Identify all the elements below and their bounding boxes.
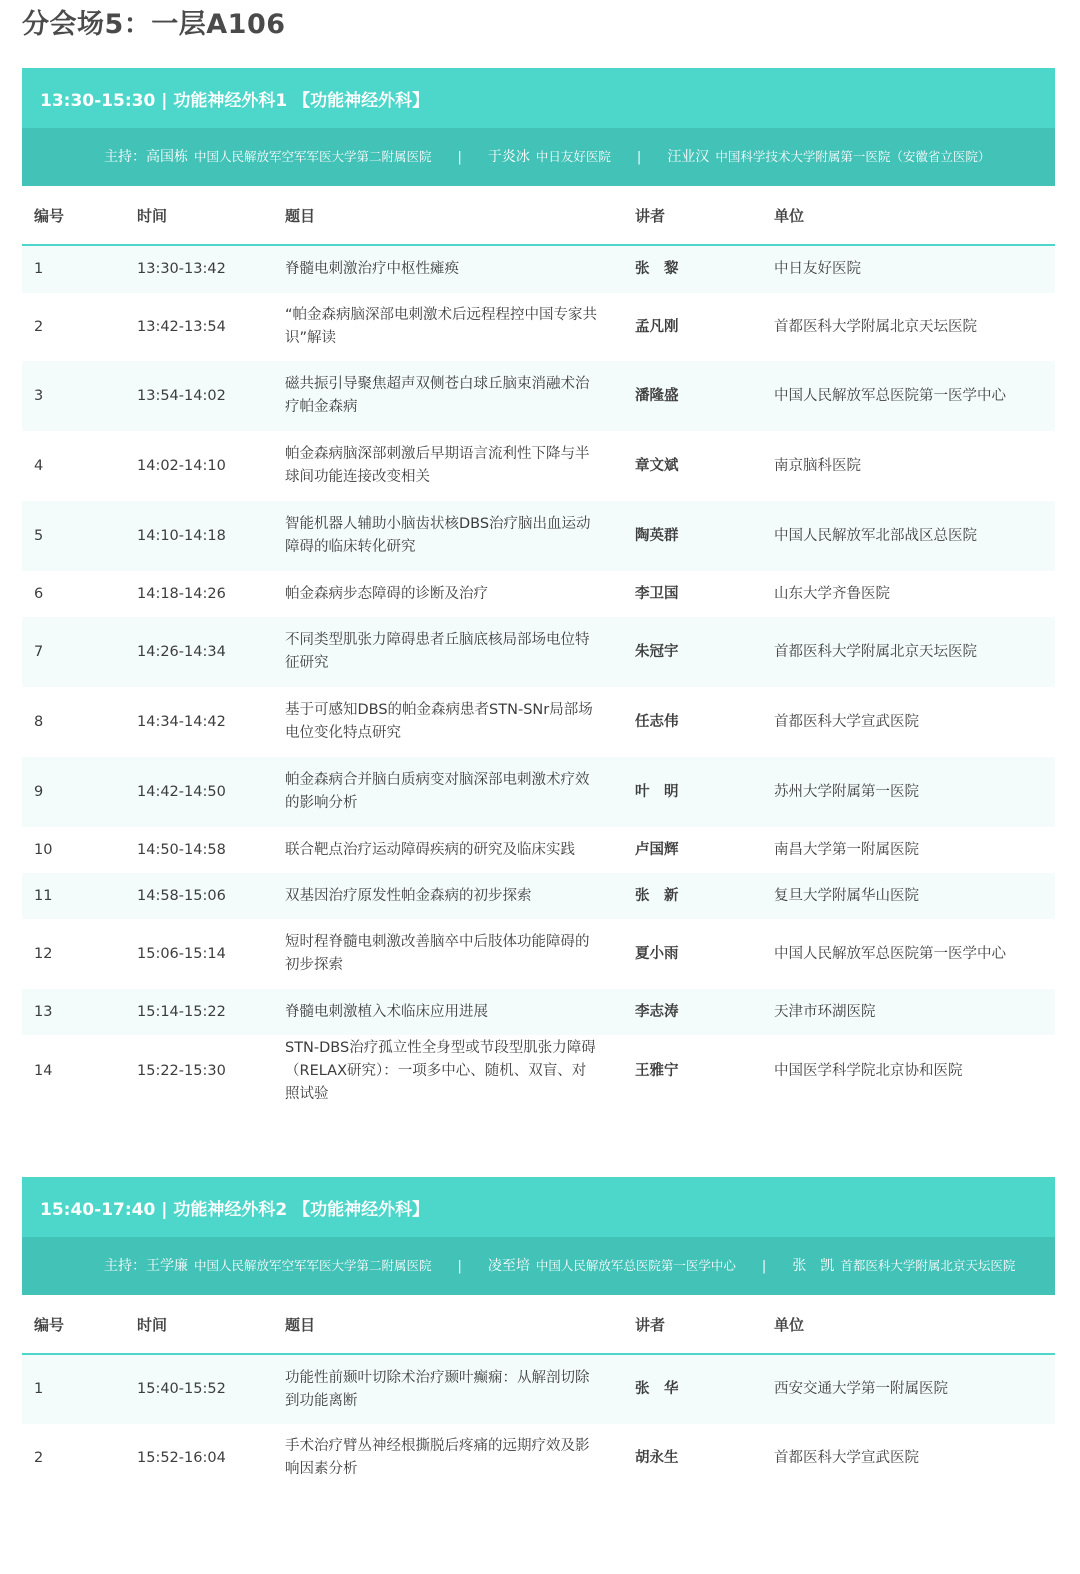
table-row — [22, 757, 1055, 827]
table-row — [22, 245, 1055, 293]
cell-topic: 双基因治疗原发性帕金森病的初步探索 — [285, 873, 635, 919]
cell-no: 1 — [22, 1354, 137, 1424]
cell-time: 14:10-14:18 — [137, 501, 285, 571]
host-unit: 中国科学技术大学附属第一医院（安徽省立医院） — [715, 149, 991, 164]
cell-speaker: 张 华 — [635, 1354, 774, 1424]
table-row — [22, 293, 1055, 361]
host-unit: 中国人民解放军空军军医大学第二附属医院 — [194, 1258, 432, 1273]
table-row — [22, 431, 1055, 501]
table-row — [22, 827, 1055, 873]
col-header-unit: 单位 — [774, 1295, 1055, 1354]
cell-unit: 中国医学科学院北京协和医院 — [774, 1035, 1055, 1107]
schedule-table — [22, 186, 1055, 1107]
cell-time: 15:06-15:14 — [137, 919, 285, 989]
col-header-time: 时间 — [137, 1295, 285, 1354]
cell-topic: 帕金森病脑深部刺激后早期语言流利性下降与半球间功能连接改变相关 — [285, 431, 635, 501]
host-unit: 中国人民解放军总医院第一医学中心 — [535, 1258, 736, 1273]
cell-time: 15:14-15:22 — [137, 989, 285, 1035]
host-name: 于炎冰 — [487, 149, 530, 165]
cell-time: 13:42-13:54 — [137, 293, 285, 361]
cell-speaker: 张 黎 — [635, 245, 774, 293]
cell-topic: 手术治疗臂丛神经根撕脱后疼痛的远期疗效及影响因素分析 — [285, 1424, 635, 1492]
table-header-row — [22, 186, 1055, 245]
cell-topic: 智能机器人辅助小脑齿状核DBS治疗脑出血运动障碍的临床转化研究 — [285, 501, 635, 571]
cell-unit: 西安交通大学第一附属医院 — [774, 1354, 1055, 1424]
session-hosts — [22, 128, 1055, 186]
table-row — [22, 617, 1055, 687]
cell-no: 10 — [22, 827, 137, 873]
cell-speaker: 朱冠宇 — [635, 617, 774, 687]
cell-speaker: 章文斌 — [635, 431, 774, 501]
cell-speaker: 孟凡刚 — [635, 293, 774, 361]
table-row — [22, 1354, 1055, 1424]
cell-topic: 脊髓电刺激植入术临床应用进展 — [285, 989, 635, 1035]
host-name: 张 凯 — [792, 1258, 835, 1274]
cell-topic: 短时程脊髓电刺激改善脑卒中后肢体功能障碍的初步探索 — [285, 919, 635, 989]
cell-speaker: 胡永生 — [635, 1424, 774, 1492]
cell-time: 15:22-15:30 — [137, 1035, 285, 1107]
table-row — [22, 361, 1055, 431]
page-title: 分会场5：一层A106 — [22, 9, 286, 40]
cell-topic: 基于可感知DBS的帕金森病患者STN-SNr局部场电位变化特点研究 — [285, 687, 635, 757]
cell-no: 9 — [22, 757, 137, 827]
cell-unit: 中日友好医院 — [774, 245, 1055, 293]
host-unit: 首都医科大学附属北京天坛医院 — [840, 1258, 1016, 1273]
cell-no: 3 — [22, 361, 137, 431]
cell-no: 8 — [22, 687, 137, 757]
cell-speaker: 陶英群 — [635, 501, 774, 571]
table-row — [22, 873, 1055, 919]
cell-no: 13 — [22, 989, 137, 1035]
cell-speaker: 任志伟 — [635, 687, 774, 757]
table-row — [22, 687, 1055, 757]
col-header-no: 编号 — [22, 1295, 137, 1354]
cell-unit: 中国人民解放军北部战区总医院 — [774, 501, 1055, 571]
cell-time: 14:18-14:26 — [137, 571, 285, 617]
cell-topic: STN-DBS治疗孤立性全身型或节段型肌张力障碍（RELAX研究）：一项多中心、随机、双盲、对照试验 — [285, 1035, 635, 1107]
cell-speaker: 张 新 — [635, 873, 774, 919]
host-separator: | — [457, 1259, 462, 1274]
cell-no: 1 — [22, 245, 137, 293]
table-header-row — [22, 1295, 1055, 1354]
cell-unit: 首都医科大学附属北京天坛医院 — [774, 617, 1055, 687]
host-name: 凌至培 — [487, 1258, 530, 1274]
schedule-table — [22, 1295, 1055, 1492]
cell-unit: 中国人民解放军总医院第一医学中心 — [774, 919, 1055, 989]
col-header-topic: 题目 — [285, 1295, 635, 1354]
col-header-speaker: 讲者 — [635, 186, 774, 245]
cell-unit: 首都医科大学宣武医院 — [774, 1424, 1055, 1492]
cell-unit: 天津市环湖医院 — [774, 989, 1055, 1035]
cell-unit: 山东大学齐鲁医院 — [774, 571, 1055, 617]
col-header-unit: 单位 — [774, 186, 1055, 245]
cell-no: 4 — [22, 431, 137, 501]
host-name: 高国栋 — [146, 149, 188, 165]
cell-no: 12 — [22, 919, 137, 989]
session-block-1 — [22, 68, 1055, 1107]
col-header-topic: 题目 — [285, 186, 635, 245]
cell-no: 2 — [22, 1424, 137, 1492]
host-unit: 中国人民解放军空军军医大学第二附属医院 — [194, 149, 432, 164]
table-row — [22, 1035, 1055, 1107]
host-separator: | — [636, 150, 642, 165]
cell-time: 14:50-14:58 — [137, 827, 285, 873]
host-name: 王学廉 — [146, 1258, 188, 1274]
session-hosts — [22, 1237, 1055, 1295]
cell-time: 14:58-15:06 — [137, 873, 285, 919]
cell-unit: 中国人民解放军总医院第一医学中心 — [774, 361, 1055, 431]
cell-time: 15:40-15:52 — [137, 1354, 285, 1424]
cell-unit: 苏州大学附属第一医院 — [774, 757, 1055, 827]
cell-speaker: 叶 明 — [635, 757, 774, 827]
host-separator: | — [761, 1259, 767, 1274]
cell-topic: 帕金森病步态障碍的诊断及治疗 — [285, 571, 635, 617]
cell-no: 5 — [22, 501, 137, 571]
cell-topic: 不同类型肌张力障碍患者丘脑底核局部场电位特征研究 — [285, 617, 635, 687]
host-separator: | — [457, 150, 462, 165]
cell-unit: 首都医科大学附属北京天坛医院 — [774, 293, 1055, 361]
cell-speaker: 夏小雨 — [635, 919, 774, 989]
table-row — [22, 571, 1055, 617]
col-header-time: 时间 — [137, 186, 285, 245]
session-block-2 — [22, 1177, 1055, 1492]
session-header: 13:30-15:30 | 功能神经外科1 【功能神经外科】 — [22, 68, 1055, 128]
cell-no: 6 — [22, 571, 137, 617]
host-unit: 中日友好医院 — [535, 149, 611, 164]
session-header: 15:40-17:40 | 功能神经外科2 【功能神经外科】 — [22, 1177, 1055, 1237]
cell-time: 13:54-14:02 — [137, 361, 285, 431]
cell-time: 14:42-14:50 — [137, 757, 285, 827]
cell-no: 14 — [22, 1035, 137, 1107]
table-row — [22, 1424, 1055, 1492]
cell-topic: 功能性前颞叶切除术治疗颞叶癫痫：从解剖切除到功能离断 — [285, 1354, 635, 1424]
hosts-label: 主持： — [104, 149, 146, 165]
cell-speaker: 李志涛 — [635, 989, 774, 1035]
cell-time: 14:26-14:34 — [137, 617, 285, 687]
hosts-label: 主持： — [104, 1258, 146, 1274]
col-header-speaker: 讲者 — [635, 1295, 774, 1354]
host-name: 汪业汉 — [667, 149, 710, 165]
cell-topic: “帕金森病脑深部电刺激术后远程程控中国专家共识”解读 — [285, 293, 635, 361]
table-row — [22, 501, 1055, 571]
cell-time: 14:34-14:42 — [137, 687, 285, 757]
cell-no: 11 — [22, 873, 137, 919]
cell-time: 13:30-13:42 — [137, 245, 285, 293]
cell-no: 2 — [22, 293, 137, 361]
cell-unit: 南京脑科医院 — [774, 431, 1055, 501]
cell-speaker: 王雅宁 — [635, 1035, 774, 1107]
cell-time: 14:02-14:10 — [137, 431, 285, 501]
table-row — [22, 919, 1055, 989]
cell-unit: 南昌大学第一附属医院 — [774, 827, 1055, 873]
cell-topic: 磁共振引导聚焦超声双侧苍白球丘脑束消融术治疗帕金森病 — [285, 361, 635, 431]
cell-topic: 联合靶点治疗运动障碍疾病的研究及临床实践 — [285, 827, 635, 873]
cell-speaker: 潘隆盛 — [635, 361, 774, 431]
col-header-no: 编号 — [22, 186, 137, 245]
cell-unit: 复旦大学附属华山医院 — [774, 873, 1055, 919]
cell-time: 15:52-16:04 — [137, 1424, 285, 1492]
cell-topic: 帕金森病合并脑白质病变对脑深部电刺激术疗效的影响分析 — [285, 757, 635, 827]
cell-speaker: 李卫国 — [635, 571, 774, 617]
cell-no: 7 — [22, 617, 137, 687]
cell-speaker: 卢国辉 — [635, 827, 774, 873]
cell-topic: 脊髓电刺激治疗中枢性瘫痪 — [285, 245, 635, 293]
cell-unit: 首都医科大学宣武医院 — [774, 687, 1055, 757]
table-row — [22, 989, 1055, 1035]
